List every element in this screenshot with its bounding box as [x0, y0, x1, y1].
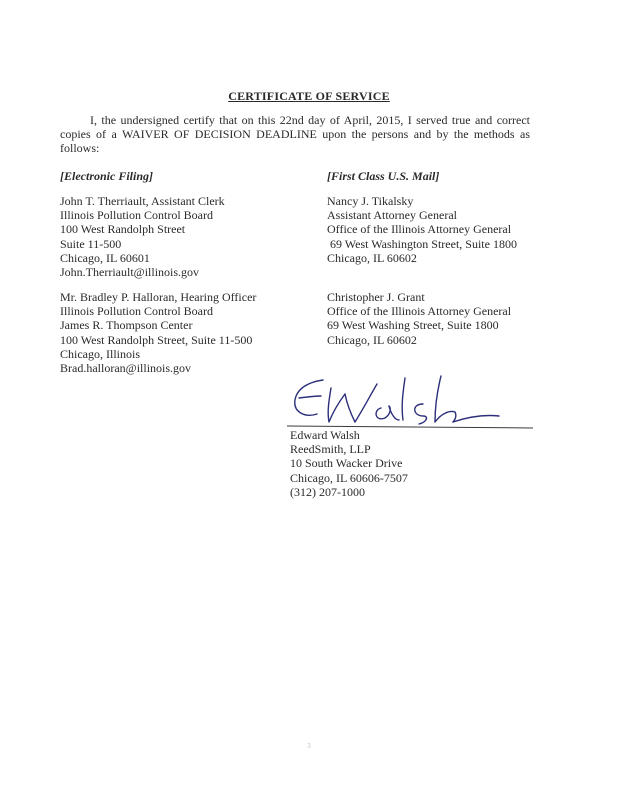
phone-number: (312) 207-1000 [290, 484, 365, 499]
email-address: John.Therriault@illinois.gov [60, 265, 200, 280]
email-address: Brad.halloran@illinois.gov [60, 361, 192, 376]
signer-name: Edward Walsh [290, 428, 360, 442]
signature-image [285, 372, 535, 434]
address-line: Chicago, IL 60601 [60, 250, 150, 265]
firm-name: ReedSmith, LLP [290, 442, 371, 457]
address-line: Chicago, IL 60602 [327, 332, 417, 347]
address-line: Nancy J. Tikalsky [327, 194, 414, 208]
address-line: Office of the Illinois Attorney General [327, 222, 512, 237]
address-line: 69 West Washing Street, Suite 1800 [327, 318, 499, 333]
signature-block [290, 428, 408, 499]
recipient-tikalsky [327, 194, 517, 265]
document-title: CERTIFICATE OF SERVICE [228, 89, 390, 103]
recipient-therriault [60, 194, 225, 279]
address-line: Office of the Illinois Attorney General [327, 304, 512, 319]
left-column-heading: [Electronic Filing] [60, 169, 153, 183]
address-line: 100 West Randolph Street [60, 222, 186, 237]
address-line: 69 West Washington Street, Suite 1800 [330, 236, 517, 251]
address-line: 100 West Randolph Street, Suite 11-500 [60, 332, 253, 347]
address-line: Suite 11-500 [60, 236, 122, 251]
recipient-halloran [60, 290, 256, 375]
address-line: Christopher J. Grant [327, 290, 425, 304]
address-line: Chicago, Illinois [60, 346, 140, 361]
address-line: James R. Thompson Center [60, 318, 193, 333]
intro-paragraph: I, the undersigned certify that on this 22nd day of April, 2015, I served true and correct copies of a WAIVER OF DECISION DEADLINE upon the persons and by the methods as follows: [60, 113, 530, 155]
address-line: Assistant Attorney General [327, 208, 457, 223]
page-number: 3 [307, 742, 311, 750]
address-line: Chicago, IL 60602 [327, 250, 417, 265]
address-line: Illinois Pollution Control Board [60, 208, 214, 223]
right-column-heading: [First Class U.S. Mail] [327, 169, 440, 183]
address-line: Mr. Bradley P. Halloran, Hearing Officer [60, 290, 257, 304]
address-line: Chicago, IL 60606-7507 [290, 470, 408, 485]
address-line: 10 South Wacker Drive [290, 456, 403, 471]
address-line: Illinois Pollution Control Board [60, 304, 214, 319]
recipient-grant [327, 290, 511, 347]
address-line: John T. Therriault, Assistant Clerk [60, 194, 225, 208]
